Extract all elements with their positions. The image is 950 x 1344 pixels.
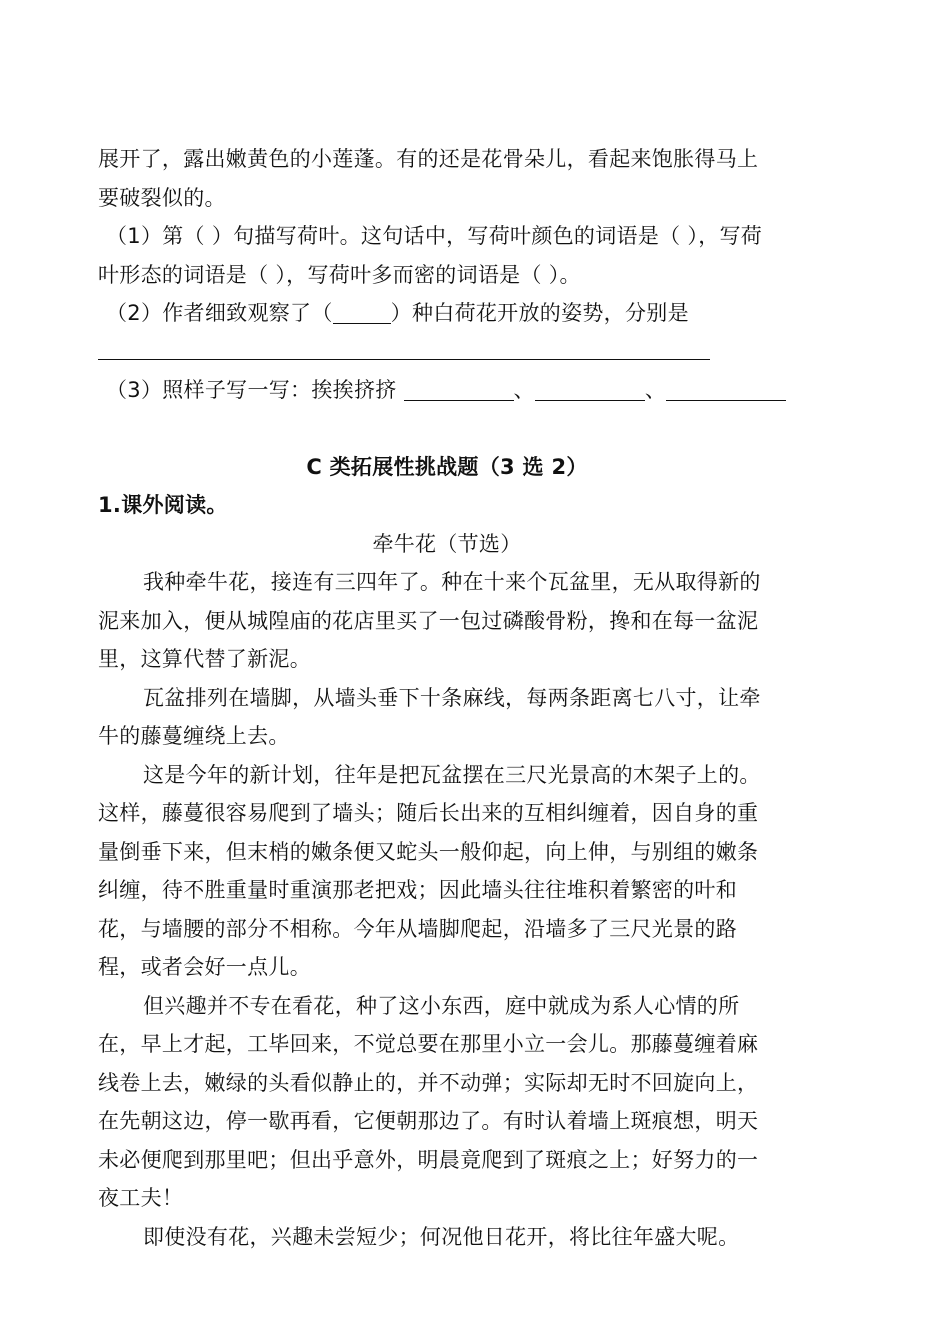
question-2-text-after: ）种白荷花开放的姿势，分别是 [390,301,689,325]
question-1-line-1: （1）第（ ）句描写荷叶。这句话中，写荷叶颜色的词语是（ ），写荷 [106,224,763,248]
question-3-text: （3）照样子写一写：挨挨挤挤 [106,378,404,402]
article-line: 我种牵牛花，接连有三四年了。种在十来个瓦盆里，无从取得新的 [143,570,761,594]
passage-line-1: 展开了，露出嫩黄色的小莲蓬。有的还是花骨朵儿，看起来饱胀得马上 [98,147,759,171]
article-line: 线卷上去，嫩绿的头看似静止的，并不动弹；实际却无时不回旋向上， [98,1070,759,1095]
question-3-blank-2[interactable] [535,380,645,401]
article-line: 泥来加入，便从城隍庙的花店里买了一包过磷酸骨粉，搀和在每一盆泥 [98,608,759,633]
answer-rule [98,359,710,360]
article-line: 牛的藤蔓缠绕上去。 [98,724,290,748]
question-3-blank-3[interactable] [666,380,786,401]
question-2-text-before: （2）作者细致观察了（ [106,301,333,325]
worksheet-page [98,140,796,1256]
article-line: 程，或者会好一点儿。 [98,955,311,979]
question-2-blank-count[interactable] [333,303,391,324]
question-2-answer-line[interactable] [98,333,796,372]
question-1-line-2: 叶形态的词语是（ ），写荷叶多而密的词语是（ ）。 [98,262,581,287]
article-line: 这是今年的新计划，往年是把瓦盆摆在三尺光景高的木架子上的。 [143,762,761,787]
item-heading: 1.课外阅读。 [98,493,228,517]
article-line: 未必便爬到那里吧；但出乎意外，明晨竟爬到了斑痕之上；好努力的一 [98,1147,759,1172]
article-line: 在，早上才起，工毕回来，不觉总要在那里小立一会儿。那藤蔓缠着麻 [98,1032,759,1056]
article-line: 在先朝这边，停一歇再看，它便朝那边了。有时认着墙上斑痕想，明天 [98,1109,759,1133]
article-line: 纠缠，待不胜重量时重演那老把戏；因此墙头往往堆积着繁密的叶和 [98,878,737,902]
question-3-separator-1: 、 [513,378,535,402]
article-line: 瓦盆排列在墙脚，从墙头垂下十条麻线，每两条距离七八寸，让牵 [143,685,761,710]
question-3-blank-1[interactable] [404,380,514,401]
article-line: 这样，藤蔓很容易爬到了墙头；随后长出来的互相纠缠着，因自身的重 [98,801,759,825]
article-line: 花，与墙腰的部分不相称。今年从墙脚爬起，沿墙多了三尺光景的路 [98,916,737,941]
passage-line-2: 要破裂似的。 [98,185,226,210]
question-3-separator-2: 、 [644,378,667,402]
section-title: C 类拓展性挑战题（3 选 2） [306,454,588,479]
article-title: 牵牛花（节选） [372,531,522,556]
question-2 [98,294,796,333]
article-line: 里，这算代替了新泥。 [98,647,311,671]
article-line: 量倒垂下来，但末梢的嫩条便又蛇头一般仰起，向上伸，与别组的嫩条 [98,839,759,864]
article-line: 但兴趣并不专在看花，种了这小东西，庭中就成为系人心情的所 [143,993,740,1018]
article-line: 即使没有花，兴趣未尝短少；何况他日花开，将比往年盛大呢。 [143,1224,740,1249]
article-line: 夜工夫！ [98,1186,184,1210]
question-3 [98,371,796,410]
